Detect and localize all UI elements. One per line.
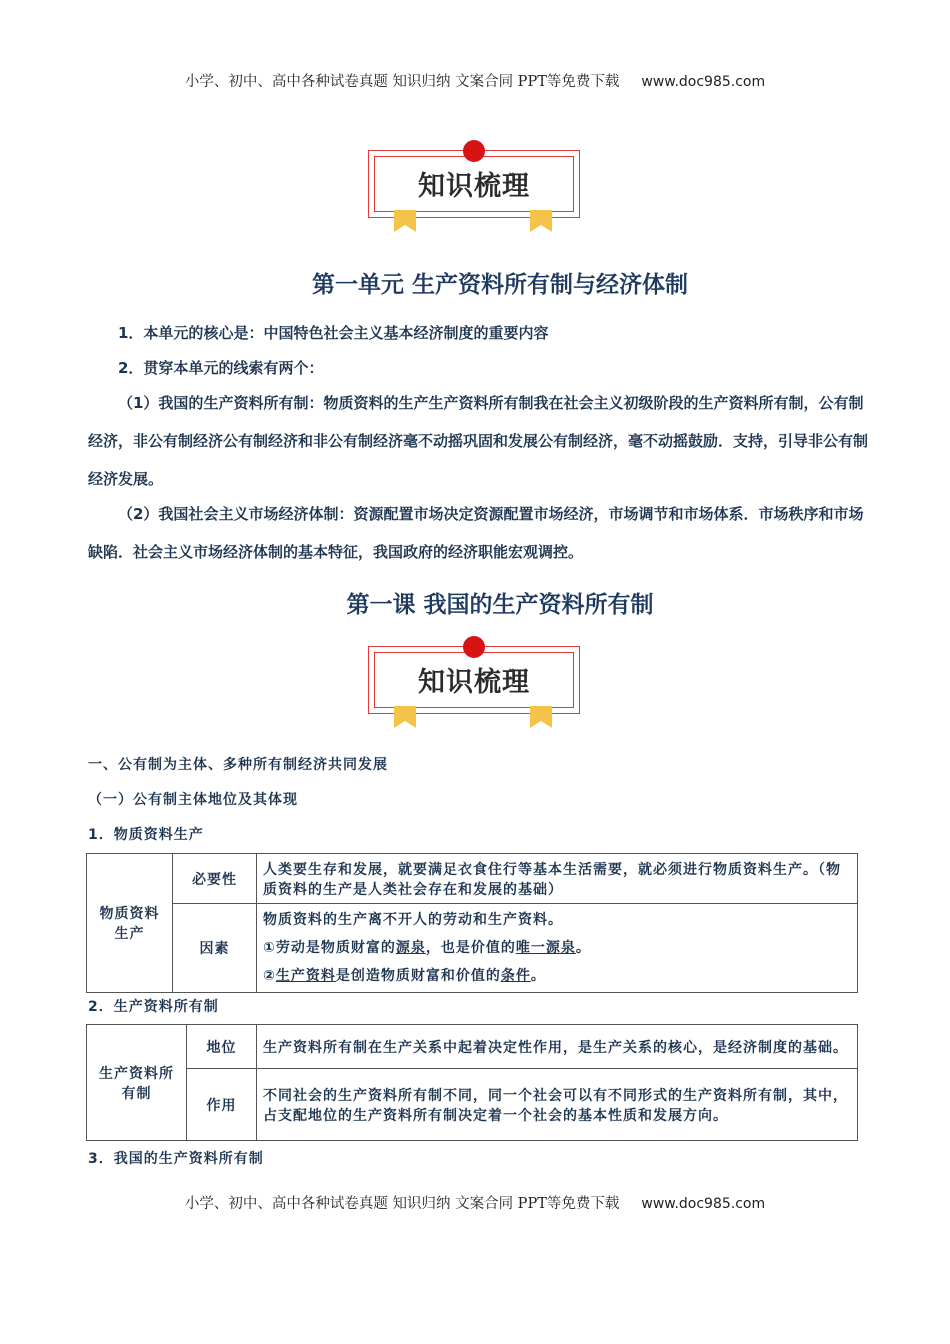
ribbon-left-icon — [394, 210, 416, 232]
ownership-table — [86, 1024, 858, 1141]
ribbon-right-icon — [530, 706, 552, 728]
paragraph-3: （1）我国的生产资料所有制：物质资料的生产生产资料所有制我在社会主义初级阶段的生产资料所有制，公有制经济，非公有制经济公有制经济和非公有制经济毫不动摇巩固和发展公有制经济，毫不动摇鼓励．支持，引导非公有制经济发展。 — [88, 394, 869, 488]
knowledge-badge-2 — [368, 640, 580, 726]
material-production-table — [86, 853, 858, 993]
section-heading-1: 一、公有制为主体、多种所有制经济共同发展 — [88, 757, 388, 773]
paragraph-1: 1．本单元的核心是：中国特色社会主义基本经济制度的重要内容 — [118, 324, 549, 342]
item-heading-1: 1．物质资料生产 — [88, 827, 204, 843]
ribbon-left-icon — [394, 706, 416, 728]
ribbon-right-icon — [530, 210, 552, 232]
section-heading-1-1: （一）公有制主体地位及其体现 — [88, 792, 298, 808]
table-cell-status: 生产资料所有制在生产关系中起着决定性作用，是生产关系的核心，是经济制度的基础。 — [257, 1025, 858, 1069]
table-row-head: 物质资料生产 — [87, 854, 173, 993]
lesson-title: 第一课 我国的生产资料所有制 — [346, 592, 654, 618]
page-header — [0, 70, 950, 91]
header-text: 小学、初中、高中各种试卷真题 知识归纳 文案合同 PPT等免费下载 — [184, 74, 620, 90]
item-heading-3: 3．我国的生产资料所有制 — [88, 1151, 264, 1167]
header-url[interactable]: www.doc985.com — [641, 74, 766, 90]
knowledge-badge — [368, 144, 580, 230]
item-heading-2: 2．生产资料所有制 — [88, 999, 219, 1015]
page-footer — [0, 1192, 950, 1213]
paragraph-4: （2）我国社会主义市场经济体制：资源配置市场决定资源配置市场经济，市场调节和市场体系．市场秩序和市场缺陷．社会主义市场经济体制的基本特征，我国政府的经济职能宏观调控。 — [88, 505, 864, 561]
paragraph-2: 2．贯穿本单元的线索有两个： — [118, 359, 324, 377]
table-row-head: 生产资料所有制 — [87, 1025, 187, 1141]
table-label-role: 作用 — [187, 1069, 257, 1141]
table-cell-role: 不同社会的生产资料所有制不同，同一个社会可以有不同形式的生产资料所有制，其中，占支配地位的生产资料所有制决定着一个社会的基本性质和发展方向。 — [257, 1069, 858, 1141]
table-cell-necessity: 人类要生存和发展，就要满足衣食住行等基本生活需要，就必须进行物质资料生产。（物质资料的生产是人类社会存在和发展的基础） — [257, 854, 858, 904]
unit-title: 第一单元 生产资料所有制与经济体制 — [311, 272, 688, 298]
badge-label: 知识梳理 — [418, 667, 530, 698]
badge-dot-icon — [463, 636, 485, 658]
badge-label: 知识梳理 — [418, 171, 530, 202]
table-label-status: 地位 — [187, 1025, 257, 1069]
table-cell-factors: 物质资料的生产离不开人的劳动和生产资料。 ①劳动是物质财富的源泉，也是价值的唯一源泉。 ②生产资料是创造物质财富和价值的条件。 — [257, 904, 858, 993]
footer-url[interactable]: www.doc985.com — [641, 1196, 766, 1212]
table-label-factors: 因素 — [173, 904, 257, 993]
table-label-necessity: 必要性 — [173, 854, 257, 904]
badge-dot-icon — [463, 140, 485, 162]
footer-text: 小学、初中、高中各种试卷真题 知识归纳 文案合同 PPT等免费下载 — [184, 1196, 620, 1212]
